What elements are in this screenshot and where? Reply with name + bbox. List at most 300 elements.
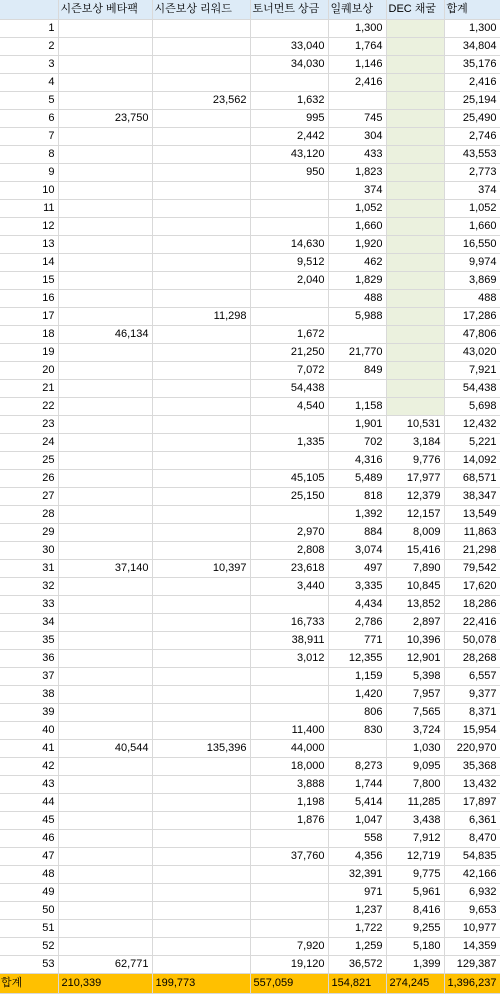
cell-index[interactable]: 36: [0, 650, 58, 668]
cell-total[interactable]: 38,347: [444, 488, 500, 506]
cell-season-betapack[interactable]: [58, 74, 152, 92]
cell-total[interactable]: 8,371: [444, 704, 500, 722]
cell-dec-mining[interactable]: [386, 308, 444, 326]
cell-tournament-prize[interactable]: 3,440: [250, 578, 328, 596]
cell-dec-mining[interactable]: 2,897: [386, 614, 444, 632]
cell-season-reward[interactable]: [152, 380, 250, 398]
cell-index[interactable]: 42: [0, 758, 58, 776]
cell-index[interactable]: 34: [0, 614, 58, 632]
cell-season-betapack[interactable]: [58, 308, 152, 326]
cell-dec-mining[interactable]: 3,438: [386, 812, 444, 830]
cell-dec-mining[interactable]: 1,399: [386, 956, 444, 974]
cell-total[interactable]: 6,932: [444, 884, 500, 902]
cell-daily-quest[interactable]: 971: [328, 884, 386, 902]
cell-total[interactable]: 1,660: [444, 218, 500, 236]
cell-total[interactable]: 9,377: [444, 686, 500, 704]
cell-dec-mining[interactable]: [386, 74, 444, 92]
cell-index[interactable]: 8: [0, 146, 58, 164]
cell-tournament-prize[interactable]: 1,876: [250, 812, 328, 830]
cell-dec-mining[interactable]: 9,776: [386, 452, 444, 470]
cell-season-reward[interactable]: [152, 632, 250, 650]
cell-total[interactable]: 47,806: [444, 326, 500, 344]
cell-season-reward[interactable]: [152, 56, 250, 74]
header-cell-index[interactable]: [0, 0, 58, 20]
cell-season-betapack[interactable]: [58, 272, 152, 290]
cell-index[interactable]: 35: [0, 632, 58, 650]
cell-season-betapack[interactable]: [58, 236, 152, 254]
cell-total[interactable]: 6,361: [444, 812, 500, 830]
cell-daily-quest[interactable]: [328, 740, 386, 758]
cell-tournament-prize[interactable]: 16,733: [250, 614, 328, 632]
cell-daily-quest[interactable]: 4,316: [328, 452, 386, 470]
cell-season-reward[interactable]: [152, 668, 250, 686]
cell-season-betapack[interactable]: [58, 38, 152, 56]
cell-dec-mining[interactable]: 9,255: [386, 920, 444, 938]
cell-index[interactable]: 13: [0, 236, 58, 254]
cell-dec-mining[interactable]: [386, 344, 444, 362]
cell-daily-quest[interactable]: 1,259: [328, 938, 386, 956]
cell-total[interactable]: 488: [444, 290, 500, 308]
cell-index[interactable]: 9: [0, 164, 58, 182]
cell-tournament-prize[interactable]: [250, 596, 328, 614]
cell-season-reward[interactable]: [152, 146, 250, 164]
cell-index[interactable]: 39: [0, 704, 58, 722]
cell-season-reward[interactable]: [152, 830, 250, 848]
cell-season-betapack[interactable]: [58, 812, 152, 830]
cell-season-reward[interactable]: [152, 866, 250, 884]
cell-tournament-prize[interactable]: 2,442: [250, 128, 328, 146]
header-cell-daily-quest[interactable]: 일퀘보상: [328, 0, 386, 20]
cell-season-betapack[interactable]: [58, 758, 152, 776]
cell-total[interactable]: 7,921: [444, 362, 500, 380]
cell-season-reward[interactable]: 23,562: [152, 92, 250, 110]
cell-index[interactable]: 29: [0, 524, 58, 542]
cell-daily-quest[interactable]: 4,434: [328, 596, 386, 614]
cell-season-betapack[interactable]: [58, 254, 152, 272]
cell-daily-quest[interactable]: 21,770: [328, 344, 386, 362]
cell-total[interactable]: 43,020: [444, 344, 500, 362]
cell-daily-quest[interactable]: 304: [328, 128, 386, 146]
cell-dec-mining[interactable]: 10,396: [386, 632, 444, 650]
cell-season-betapack[interactable]: [58, 596, 152, 614]
cell-daily-quest[interactable]: 5,414: [328, 794, 386, 812]
cell-index[interactable]: 15: [0, 272, 58, 290]
cell-dec-mining[interactable]: 10,531: [386, 416, 444, 434]
cell-tournament-prize[interactable]: 14,630: [250, 236, 328, 254]
cell-daily-quest[interactable]: 1,722: [328, 920, 386, 938]
cell-tournament-prize[interactable]: 2,040: [250, 272, 328, 290]
cell-dec-mining[interactable]: 5,180: [386, 938, 444, 956]
cell-total[interactable]: 68,571: [444, 470, 500, 488]
cell-total[interactable]: 9,653: [444, 902, 500, 920]
header-cell-dec-mining[interactable]: DEC 채굴: [386, 0, 444, 20]
cell-daily-quest[interactable]: 3,335: [328, 578, 386, 596]
cell-season-betapack[interactable]: [58, 200, 152, 218]
cell-tournament-prize[interactable]: [250, 290, 328, 308]
cell-season-betapack[interactable]: [58, 56, 152, 74]
cell-dec-mining[interactable]: [386, 218, 444, 236]
cell-dec-mining[interactable]: 9,775: [386, 866, 444, 884]
total-cell-dec-mining[interactable]: 274,245: [386, 974, 444, 994]
cell-total[interactable]: 1,052: [444, 200, 500, 218]
total-cell-daily-quest[interactable]: 154,821: [328, 974, 386, 994]
cell-dec-mining[interactable]: [386, 164, 444, 182]
cell-index[interactable]: 27: [0, 488, 58, 506]
cell-tournament-prize[interactable]: 4,540: [250, 398, 328, 416]
cell-season-reward[interactable]: [152, 776, 250, 794]
cell-dec-mining[interactable]: [386, 254, 444, 272]
cell-index[interactable]: 22: [0, 398, 58, 416]
cell-daily-quest[interactable]: 1,420: [328, 686, 386, 704]
cell-season-betapack[interactable]: [58, 20, 152, 38]
cell-dec-mining[interactable]: 7,565: [386, 704, 444, 722]
cell-dec-mining[interactable]: 7,890: [386, 560, 444, 578]
cell-season-reward[interactable]: [152, 812, 250, 830]
cell-total[interactable]: 9,974: [444, 254, 500, 272]
cell-daily-quest[interactable]: 462: [328, 254, 386, 272]
cell-season-reward[interactable]: [152, 704, 250, 722]
cell-dec-mining[interactable]: [386, 380, 444, 398]
cell-total[interactable]: 2,746: [444, 128, 500, 146]
cell-season-betapack[interactable]: 40,544: [58, 740, 152, 758]
cell-daily-quest[interactable]: 558: [328, 830, 386, 848]
cell-season-betapack[interactable]: [58, 542, 152, 560]
cell-daily-quest[interactable]: 2,416: [328, 74, 386, 92]
cell-daily-quest[interactable]: 1,829: [328, 272, 386, 290]
cell-season-betapack[interactable]: 37,140: [58, 560, 152, 578]
cell-index[interactable]: 11: [0, 200, 58, 218]
cell-dec-mining[interactable]: 8,009: [386, 524, 444, 542]
cell-tournament-prize[interactable]: [250, 668, 328, 686]
cell-season-reward[interactable]: [152, 326, 250, 344]
cell-season-reward[interactable]: [152, 182, 250, 200]
total-cell-season-betapack[interactable]: 210,339: [58, 974, 152, 994]
cell-total[interactable]: 6,557: [444, 668, 500, 686]
cell-season-betapack[interactable]: [58, 938, 152, 956]
cell-dec-mining[interactable]: 11,285: [386, 794, 444, 812]
cell-index[interactable]: 45: [0, 812, 58, 830]
cell-season-reward[interactable]: [152, 578, 250, 596]
cell-season-reward[interactable]: [152, 524, 250, 542]
cell-season-reward[interactable]: [152, 758, 250, 776]
cell-tournament-prize[interactable]: 995: [250, 110, 328, 128]
cell-season-reward[interactable]: [152, 20, 250, 38]
cell-daily-quest[interactable]: 1,237: [328, 902, 386, 920]
cell-index[interactable]: 53: [0, 956, 58, 974]
cell-total[interactable]: 35,368: [444, 758, 500, 776]
cell-daily-quest[interactable]: [328, 380, 386, 398]
cell-tournament-prize[interactable]: [250, 866, 328, 884]
cell-tournament-prize[interactable]: 25,150: [250, 488, 328, 506]
cell-tournament-prize[interactable]: 2,970: [250, 524, 328, 542]
cell-dec-mining[interactable]: 12,379: [386, 488, 444, 506]
cell-index[interactable]: 30: [0, 542, 58, 560]
cell-season-betapack[interactable]: [58, 218, 152, 236]
cell-index[interactable]: 40: [0, 722, 58, 740]
cell-tournament-prize[interactable]: 11,400: [250, 722, 328, 740]
cell-dec-mining[interactable]: 7,912: [386, 830, 444, 848]
cell-season-reward[interactable]: [152, 38, 250, 56]
cell-index[interactable]: 38: [0, 686, 58, 704]
cell-total[interactable]: 54,835: [444, 848, 500, 866]
cell-daily-quest[interactable]: [328, 326, 386, 344]
cell-tournament-prize[interactable]: [250, 200, 328, 218]
cell-season-betapack[interactable]: [58, 920, 152, 938]
cell-daily-quest[interactable]: 830: [328, 722, 386, 740]
cell-index[interactable]: 3: [0, 56, 58, 74]
cell-season-reward[interactable]: [152, 218, 250, 236]
cell-season-reward[interactable]: [152, 398, 250, 416]
cell-index[interactable]: 21: [0, 380, 58, 398]
cell-index[interactable]: 19: [0, 344, 58, 362]
cell-tournament-prize[interactable]: [250, 920, 328, 938]
total-cell-total[interactable]: 1,396,237: [444, 974, 500, 994]
cell-tournament-prize[interactable]: 23,618: [250, 560, 328, 578]
cell-index[interactable]: 20: [0, 362, 58, 380]
cell-index[interactable]: 48: [0, 866, 58, 884]
cell-season-betapack[interactable]: [58, 470, 152, 488]
cell-season-betapack[interactable]: [58, 668, 152, 686]
cell-season-betapack[interactable]: 23,750: [58, 110, 152, 128]
cell-daily-quest[interactable]: 1,920: [328, 236, 386, 254]
cell-index[interactable]: 16: [0, 290, 58, 308]
cell-season-betapack[interactable]: [58, 830, 152, 848]
cell-total[interactable]: 220,970: [444, 740, 500, 758]
cell-index[interactable]: 33: [0, 596, 58, 614]
cell-dec-mining[interactable]: [386, 272, 444, 290]
cell-dec-mining[interactable]: [386, 182, 444, 200]
cell-season-betapack[interactable]: [58, 902, 152, 920]
cell-tournament-prize[interactable]: 1,672: [250, 326, 328, 344]
cell-dec-mining[interactable]: [386, 92, 444, 110]
cell-total[interactable]: 16,550: [444, 236, 500, 254]
cell-season-reward[interactable]: [152, 614, 250, 632]
cell-index[interactable]: 25: [0, 452, 58, 470]
cell-dec-mining[interactable]: 1,030: [386, 740, 444, 758]
cell-season-reward[interactable]: [152, 542, 250, 560]
cell-daily-quest[interactable]: 488: [328, 290, 386, 308]
cell-tournament-prize[interactable]: 43,120: [250, 146, 328, 164]
cell-index[interactable]: 10: [0, 182, 58, 200]
cell-season-betapack[interactable]: [58, 164, 152, 182]
cell-daily-quest[interactable]: 32,391: [328, 866, 386, 884]
cell-index[interactable]: 2: [0, 38, 58, 56]
cell-tournament-prize[interactable]: [250, 686, 328, 704]
cell-season-reward[interactable]: 11,298: [152, 308, 250, 326]
cell-dec-mining[interactable]: 13,852: [386, 596, 444, 614]
cell-tournament-prize[interactable]: 37,760: [250, 848, 328, 866]
cell-total[interactable]: 25,490: [444, 110, 500, 128]
cell-tournament-prize[interactable]: [250, 884, 328, 902]
cell-dec-mining[interactable]: 12,901: [386, 650, 444, 668]
total-label[interactable]: 합계: [0, 974, 58, 994]
cell-tournament-prize[interactable]: [250, 308, 328, 326]
cell-total[interactable]: 2,773: [444, 164, 500, 182]
cell-season-reward[interactable]: [152, 272, 250, 290]
cell-tournament-prize[interactable]: 7,920: [250, 938, 328, 956]
cell-season-betapack[interactable]: [58, 776, 152, 794]
cell-season-betapack[interactable]: [58, 146, 152, 164]
cell-daily-quest[interactable]: 1,158: [328, 398, 386, 416]
cell-daily-quest[interactable]: 1,744: [328, 776, 386, 794]
cell-index[interactable]: 18: [0, 326, 58, 344]
cell-season-reward[interactable]: [152, 884, 250, 902]
cell-tournament-prize[interactable]: 19,120: [250, 956, 328, 974]
cell-season-betapack[interactable]: [58, 632, 152, 650]
cell-dec-mining[interactable]: [386, 398, 444, 416]
cell-season-betapack[interactable]: [58, 578, 152, 596]
cell-season-betapack[interactable]: [58, 92, 152, 110]
cell-daily-quest[interactable]: [328, 92, 386, 110]
cell-season-betapack[interactable]: [58, 398, 152, 416]
cell-season-betapack[interactable]: 62,771: [58, 956, 152, 974]
cell-index[interactable]: 50: [0, 902, 58, 920]
cell-index[interactable]: 41: [0, 740, 58, 758]
cell-season-betapack[interactable]: [58, 182, 152, 200]
cell-tournament-prize[interactable]: [250, 218, 328, 236]
cell-season-betapack[interactable]: [58, 794, 152, 812]
cell-daily-quest[interactable]: 1,764: [328, 38, 386, 56]
cell-season-betapack[interactable]: [58, 650, 152, 668]
cell-dec-mining[interactable]: 12,719: [386, 848, 444, 866]
cell-tournament-prize[interactable]: [250, 704, 328, 722]
cell-daily-quest[interactable]: 771: [328, 632, 386, 650]
cell-total[interactable]: 34,804: [444, 38, 500, 56]
cell-dec-mining[interactable]: [386, 236, 444, 254]
cell-tournament-prize[interactable]: 1,335: [250, 434, 328, 452]
cell-total[interactable]: 11,863: [444, 524, 500, 542]
cell-daily-quest[interactable]: 3,074: [328, 542, 386, 560]
cell-season-reward[interactable]: 10,397: [152, 560, 250, 578]
cell-dec-mining[interactable]: 17,977: [386, 470, 444, 488]
cell-dec-mining[interactable]: 5,398: [386, 668, 444, 686]
cell-total[interactable]: 50,078: [444, 632, 500, 650]
cell-index[interactable]: 37: [0, 668, 58, 686]
cell-daily-quest[interactable]: 1,823: [328, 164, 386, 182]
cell-season-reward[interactable]: [152, 722, 250, 740]
cell-tournament-prize[interactable]: 54,438: [250, 380, 328, 398]
cell-index[interactable]: 31: [0, 560, 58, 578]
cell-total[interactable]: 79,542: [444, 560, 500, 578]
cell-season-betapack[interactable]: [58, 686, 152, 704]
cell-total[interactable]: 14,359: [444, 938, 500, 956]
cell-season-reward[interactable]: [152, 362, 250, 380]
cell-season-reward[interactable]: [152, 470, 250, 488]
cell-daily-quest[interactable]: 497: [328, 560, 386, 578]
cell-dec-mining[interactable]: 12,157: [386, 506, 444, 524]
cell-daily-quest[interactable]: 884: [328, 524, 386, 542]
total-cell-season-reward[interactable]: 199,773: [152, 974, 250, 994]
cell-dec-mining[interactable]: [386, 110, 444, 128]
cell-tournament-prize[interactable]: [250, 416, 328, 434]
cell-season-reward[interactable]: [152, 794, 250, 812]
cell-index[interactable]: 32: [0, 578, 58, 596]
cell-total[interactable]: 12,432: [444, 416, 500, 434]
cell-dec-mining[interactable]: [386, 200, 444, 218]
cell-season-betapack[interactable]: [58, 362, 152, 380]
header-cell-tournament-prize[interactable]: 토너먼트 상금: [250, 0, 328, 20]
cell-tournament-prize[interactable]: 1,632: [250, 92, 328, 110]
cell-season-betapack[interactable]: [58, 452, 152, 470]
cell-dec-mining[interactable]: [386, 38, 444, 56]
cell-tournament-prize[interactable]: 18,000: [250, 758, 328, 776]
cell-season-reward[interactable]: [152, 506, 250, 524]
cell-season-reward[interactable]: [152, 74, 250, 92]
cell-total[interactable]: 10,977: [444, 920, 500, 938]
cell-tournament-prize[interactable]: [250, 20, 328, 38]
cell-tournament-prize[interactable]: [250, 902, 328, 920]
cell-index[interactable]: 46: [0, 830, 58, 848]
cell-tournament-prize[interactable]: 38,911: [250, 632, 328, 650]
cell-total[interactable]: 374: [444, 182, 500, 200]
cell-daily-quest[interactable]: 702: [328, 434, 386, 452]
cell-index[interactable]: 12: [0, 218, 58, 236]
cell-tournament-prize[interactable]: [250, 182, 328, 200]
cell-daily-quest[interactable]: 1,300: [328, 20, 386, 38]
cell-index[interactable]: 6: [0, 110, 58, 128]
cell-total[interactable]: 17,286: [444, 308, 500, 326]
cell-tournament-prize[interactable]: 44,000: [250, 740, 328, 758]
cell-season-reward[interactable]: [152, 956, 250, 974]
cell-season-reward[interactable]: 135,396: [152, 740, 250, 758]
cell-index[interactable]: 17: [0, 308, 58, 326]
cell-daily-quest[interactable]: 12,355: [328, 650, 386, 668]
header-cell-season-reward[interactable]: 시즌보상 리워드: [152, 0, 250, 20]
cell-daily-quest[interactable]: 2,786: [328, 614, 386, 632]
header-cell-total[interactable]: 합계: [444, 0, 500, 20]
cell-dec-mining[interactable]: [386, 146, 444, 164]
cell-dec-mining[interactable]: 10,845: [386, 578, 444, 596]
cell-tournament-prize[interactable]: 950: [250, 164, 328, 182]
cell-season-reward[interactable]: [152, 200, 250, 218]
cell-season-reward[interactable]: [152, 848, 250, 866]
cell-total[interactable]: 28,268: [444, 650, 500, 668]
cell-dec-mining[interactable]: 9,095: [386, 758, 444, 776]
cell-season-betapack[interactable]: [58, 506, 152, 524]
cell-daily-quest[interactable]: 849: [328, 362, 386, 380]
cell-tournament-prize[interactable]: 9,512: [250, 254, 328, 272]
cell-season-reward[interactable]: [152, 650, 250, 668]
cell-season-reward[interactable]: [152, 290, 250, 308]
cell-season-reward[interactable]: [152, 254, 250, 272]
cell-season-betapack[interactable]: [58, 722, 152, 740]
cell-dec-mining[interactable]: [386, 56, 444, 74]
cell-season-betapack[interactable]: [58, 434, 152, 452]
cell-dec-mining[interactable]: [386, 362, 444, 380]
cell-total[interactable]: 14,092: [444, 452, 500, 470]
cell-dec-mining[interactable]: 7,800: [386, 776, 444, 794]
cell-season-reward[interactable]: [152, 110, 250, 128]
cell-tournament-prize[interactable]: 7,072: [250, 362, 328, 380]
cell-dec-mining[interactable]: 3,184: [386, 434, 444, 452]
cell-dec-mining[interactable]: [386, 326, 444, 344]
cell-total[interactable]: 15,954: [444, 722, 500, 740]
total-cell-tournament-prize[interactable]: 557,059: [250, 974, 328, 994]
cell-index[interactable]: 14: [0, 254, 58, 272]
cell-tournament-prize[interactable]: 21,250: [250, 344, 328, 362]
cell-daily-quest[interactable]: 1,392: [328, 506, 386, 524]
cell-season-reward[interactable]: [152, 920, 250, 938]
cell-season-betapack[interactable]: [58, 344, 152, 362]
cell-total[interactable]: 17,620: [444, 578, 500, 596]
cell-dec-mining[interactable]: 7,957: [386, 686, 444, 704]
cell-daily-quest[interactable]: 1,146: [328, 56, 386, 74]
cell-index[interactable]: 28: [0, 506, 58, 524]
cell-tournament-prize[interactable]: 2,808: [250, 542, 328, 560]
cell-dec-mining[interactable]: [386, 20, 444, 38]
cell-index[interactable]: 43: [0, 776, 58, 794]
cell-season-betapack[interactable]: [58, 614, 152, 632]
